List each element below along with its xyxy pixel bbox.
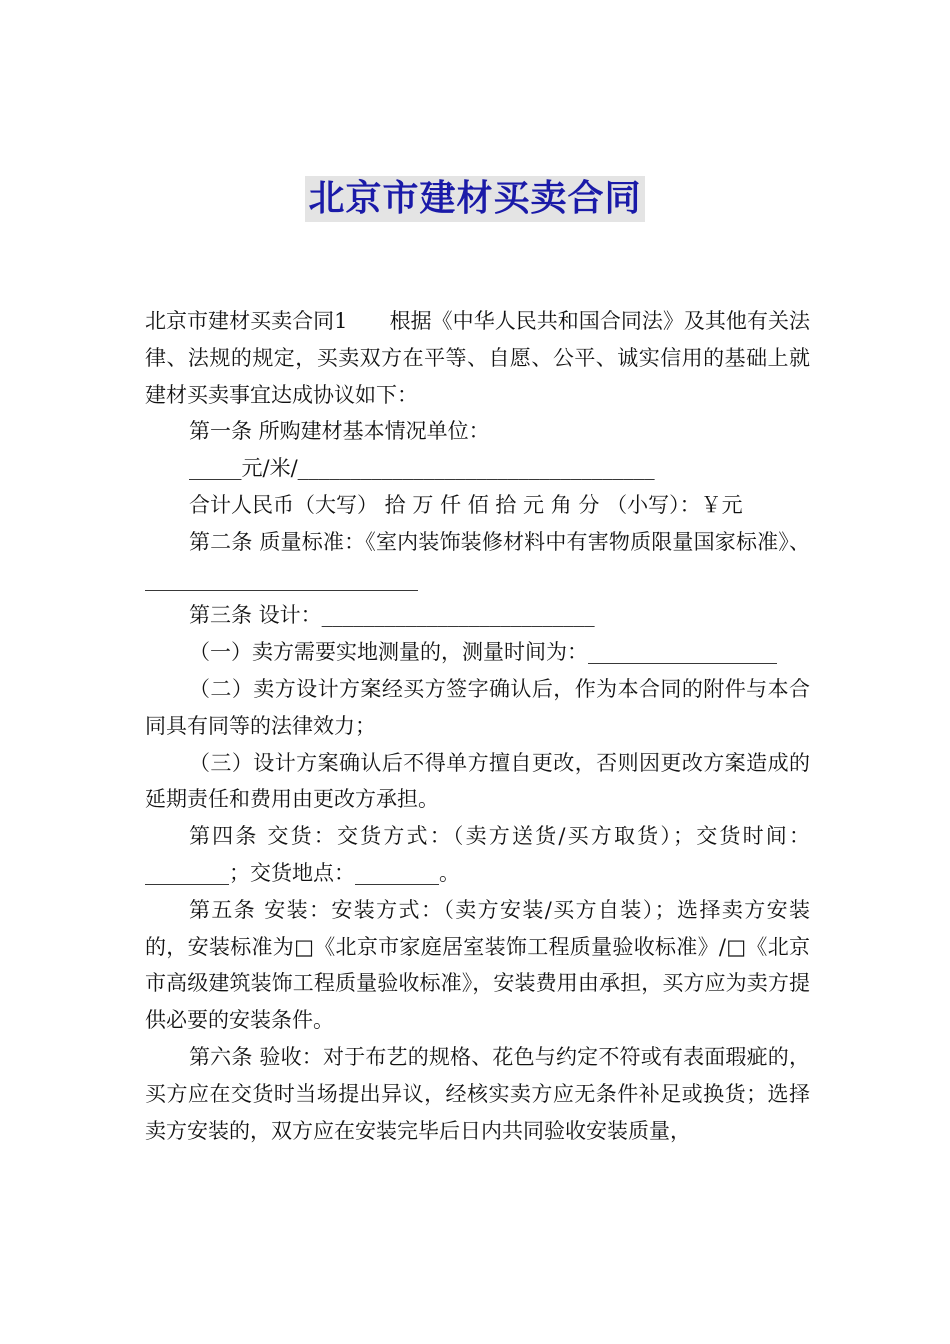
paragraph-intro: 北京市建材买卖合同1 根据《中华人民共和国合同法》及其他有关法律、法规的规定，买卖双方在平等、自愿、公平、诚实信用的基础上就建材买卖事宜达成协议如下： bbox=[145, 309, 810, 407]
title-container bbox=[0, 176, 950, 222]
paragraph-article-4: 第四条 交货：交货方式：（卖方送货/买方取货）；交货时间：________；交货地点：________。 bbox=[145, 824, 810, 885]
paragraph-article-3: 第三条 设计：__________________________ bbox=[189, 603, 595, 628]
document-body bbox=[145, 303, 810, 1149]
paragraph-article-2: 第二条 质量标准：《室内装饰装修材料中有害物质限量国家标准》、__________________________ bbox=[145, 529, 810, 591]
paragraph-total-amount: 合计人民币（大写） 拾 万 仟 佰 拾 元 角 分 （小写）：￥元 bbox=[189, 492, 743, 517]
paragraph-article-3-item-1: （一）卖方需要实地测量的，测量时间为：__________________ bbox=[189, 640, 777, 665]
paragraph-unit-blank: _____元/米/__________________________________ bbox=[189, 456, 655, 481]
paragraph-article-6: 第六条 验收：对于布艺的规格、花色与约定不符或有表面瑕疵的，买方应在交货时当场提出异议，经核实卖方应无条件补足或换货；选择卖方安装的，双方应在安装完毕后日内共同验收安装质量， bbox=[145, 1044, 810, 1143]
document-title: 北京市建材买卖合同 bbox=[305, 176, 644, 222]
paragraph-article-3-item-3: （三）设计方案确认后不得单方擅自更改，否则因更改方案造成的延期责任和费用由更改方承担。 bbox=[145, 750, 810, 812]
paragraph-article-5: 第五条 安装：安装方式：（卖方安装/买方自装）；选择卖方安装的，安装标准为□《北京市家庭居室装饰工程质量验收标准》/□《北京市高级建筑装饰工程质量验收标准》，安装费用由承担，买方应为卖方提供必要的安装条件。 bbox=[145, 897, 810, 1033]
paragraph-article-3-item-2: （二）卖方设计方案经买方签字确认后，作为本合同的附件与本合同具有同等的法律效力； bbox=[145, 676, 810, 738]
paragraph-article-1: 第一条 所购建材基本情况单位： bbox=[189, 419, 490, 444]
